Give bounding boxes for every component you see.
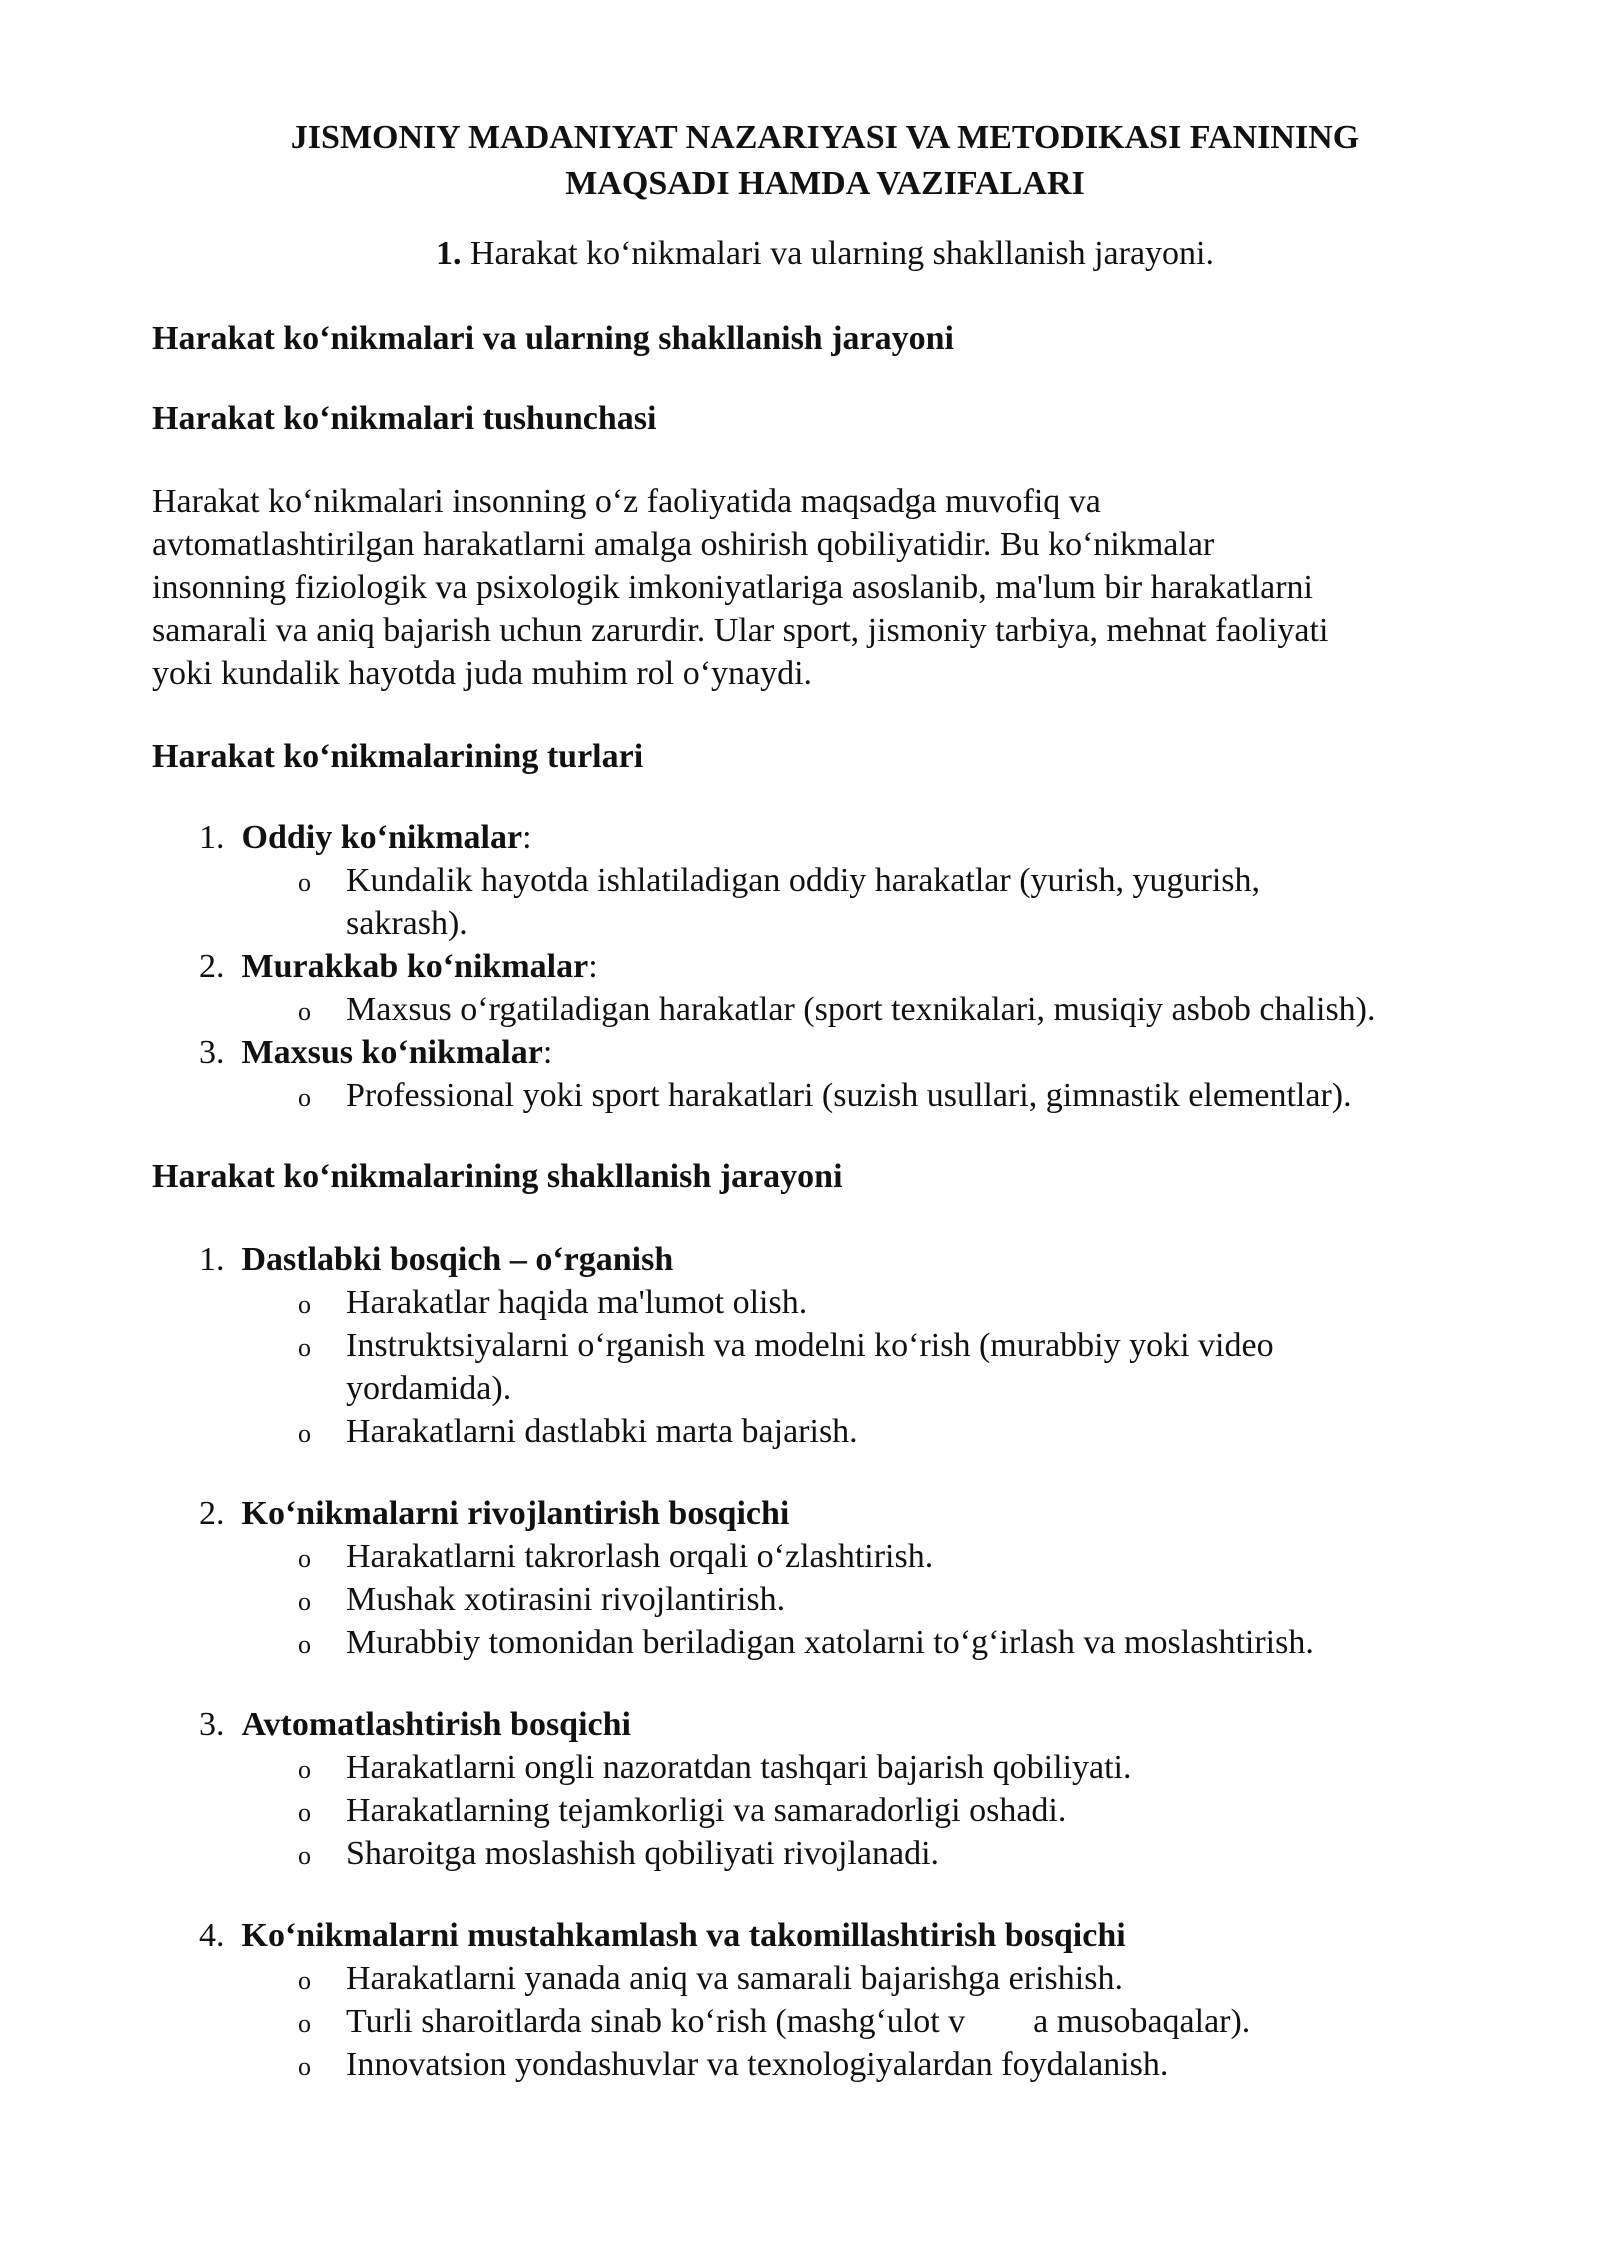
bullet-item: Professional yoki sport harakatlari (suzish usullari, gimnastik elementlar). <box>346 1077 1352 1114</box>
document-title-line-2: MAQSADI HAMDA VAZIFALARI <box>565 165 1085 202</box>
bullet-marker: o <box>298 1841 311 1870</box>
numbered-item <box>199 1031 552 1074</box>
bullet-marker: o <box>298 1966 311 1995</box>
numbered-item <box>199 945 598 988</box>
numbered-item <box>199 1703 631 1746</box>
bullet-item: Mushak xotirasini rivojlantirish. <box>346 1581 786 1618</box>
bullet-item-continuation: sakrash). <box>346 905 468 942</box>
item-label: Oddiy koʻnikmalar <box>241 819 523 856</box>
item-suffix: : <box>588 948 598 985</box>
numbered-item <box>199 1914 1126 1957</box>
section-heading-1: Harakat koʻnikmalari va ularning shakllanish jarayoni <box>152 320 954 357</box>
bullet-item: Kundalik hayotda ishlatiladigan oddiy harakatlar (yurish, yugurish, <box>346 862 1261 899</box>
numbered-item <box>199 816 532 859</box>
bullet-marker: o <box>298 1630 311 1659</box>
item-number: 2. <box>199 1495 225 1532</box>
bullet-item-continuation: yordamida). <box>346 1370 512 1407</box>
numbered-item <box>199 1238 673 1281</box>
bullet-item: Harakatlarni takrorlash orqali oʻzlashtirish. <box>346 1538 934 1575</box>
bullet-marker: o <box>298 1544 311 1573</box>
bullet-marker: o <box>298 1083 311 1112</box>
bullet-marker: o <box>298 1587 311 1616</box>
section-heading-4: Harakat koʻnikmalarining shakllanish jarayoni <box>152 1158 843 1195</box>
bullet-marker: o <box>298 1419 311 1448</box>
item-number: 4. <box>199 1917 225 1954</box>
section-heading-3: Harakat koʻnikmalarining turlari <box>152 738 644 775</box>
bullet-marker: o <box>298 2009 311 2038</box>
bullet-item: Harakatlarni yanada aniq va samarali bajarishga erishish. <box>346 1960 1123 1997</box>
paragraph-line: yoki kundalik hayotda juda muhim rol oʻynaydi. <box>152 655 813 692</box>
numbered-item <box>199 1492 789 1535</box>
item-number: 1. <box>199 819 225 856</box>
item-label: Maxsus koʻnikmalar <box>241 1034 543 1071</box>
paragraph-line: avtomatlashtirilgan harakatlarni amalga oshirish qobiliyatidir. Bu koʻnikmalar <box>152 526 1215 563</box>
subtitle <box>0 232 1600 275</box>
item-suffix: : <box>522 819 532 856</box>
item-number: 2. <box>199 948 225 985</box>
item-number: 3. <box>199 1034 225 1071</box>
bullet-item: Innovatsion yondashuvlar va texnologiyalardan foydalanish. <box>346 2046 1169 2083</box>
bullet-marker: o <box>298 1755 311 1784</box>
bullet-marker: o <box>298 2052 311 2081</box>
bullet-item: Harakatlarni ongli nazoratdan tashqari bajarish qobiliyati. <box>346 1749 1132 1786</box>
item-number: 3. <box>199 1706 225 1743</box>
bullet-item: Harakatlarni dastlabki marta bajarish. <box>346 1413 858 1450</box>
subtitle-number: 1. <box>436 235 462 272</box>
bullet-item: Harakatlarning tejamkorligi va samaradorligi oshadi. <box>346 1792 1067 1829</box>
bullet-marker: o <box>298 1290 311 1319</box>
bullet-item: Sharoitga moslashish qobiliyati rivojlanadi. <box>346 1835 940 1872</box>
document-title-line-1: JISMONIY MADANIYAT NAZARIYASI VA METODIKASI FANINING <box>290 119 1360 156</box>
paragraph-line: samarali va aniq bajarish uchun zarurdir. Ular sport, jismoniy tarbiya, mehnat faoliyati <box>152 612 1329 649</box>
item-label: Dastlabki bosqich – oʻrganish <box>241 1241 674 1278</box>
item-label: Koʻnikmalarni mustahkamlash va takomillashtirish bosqichi <box>241 1917 1126 1954</box>
bullet-item: Murabbiy tomonidan beriladigan xatolarni toʻgʻirlash va moslashtirish. <box>346 1624 1314 1661</box>
subtitle-text: Harakat koʻnikmalari va ularning shakllanish jarayoni. <box>461 235 1214 272</box>
bullet-marker: o <box>298 1798 311 1827</box>
bullet-item: Harakatlar haqida ma'lumot olish. <box>346 1284 808 1321</box>
section-heading-2: Harakat koʻnikmalari tushunchasi <box>152 400 657 437</box>
bullet-item: Instruktsiyalarni oʻrganish va modelni koʻrish (murabbiy yoki video <box>346 1327 1274 1364</box>
item-suffix: : <box>542 1034 553 1071</box>
bullet-marker: o <box>298 868 311 897</box>
paragraph-line: insonning fiziologik va psixologik imkoniyatlariga asoslanib, ma'lum bir harakatlarni <box>152 569 1313 606</box>
paragraph-line: Harakat koʻnikmalari insonning oʻz faoliyatida maqsadga muvofiq va <box>152 483 1101 520</box>
item-label: Avtomatlashtirish bosqichi <box>241 1706 631 1743</box>
bullet-marker: o <box>298 1333 311 1362</box>
item-number: 1. <box>199 1241 225 1278</box>
bullet-item: Maxsus oʻrgatiladigan harakatlar (sport texnikalari, musiqiy asbob chalish). <box>346 991 1376 1028</box>
bullet-marker: o <box>298 997 311 1026</box>
item-label: Koʻnikmalarni rivojlantirish bosqichi <box>241 1495 790 1532</box>
item-label: Murakkab koʻnikmalar <box>241 948 589 985</box>
bullet-item: Turli sharoitlarda sinab koʻrish (mashgʻulot v a musobaqalar). <box>346 2003 1251 2040</box>
